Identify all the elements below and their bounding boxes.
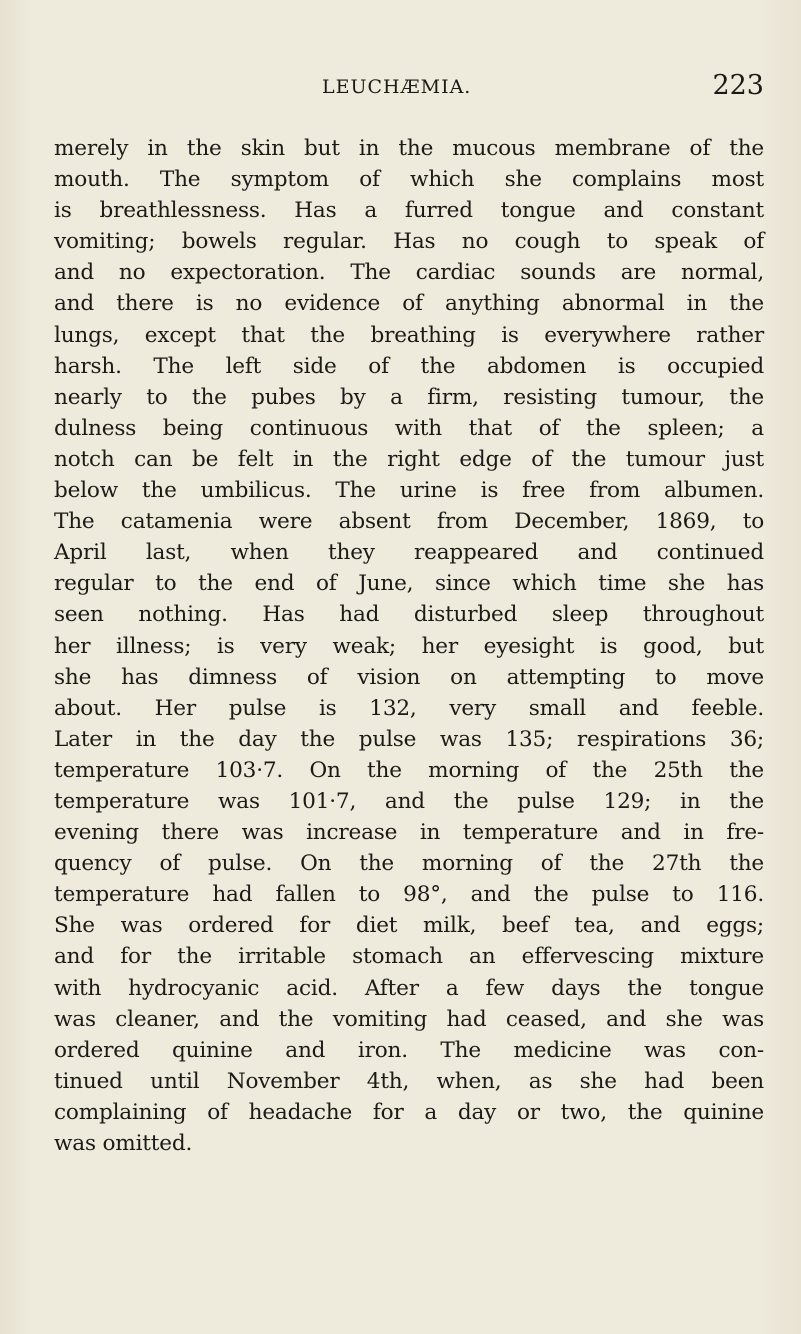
text-line: she has dimness of vision on attempting to move xyxy=(54,664,764,690)
text-line: dulness being continuous with that of the spleen; a xyxy=(54,415,764,441)
text-line: The catamenia were absent from December, 1869, to xyxy=(54,509,764,535)
text-line: complaining of headache for a day or two, the quinine xyxy=(54,1099,764,1125)
text-line: ordered quinine and iron. The medicine was con- xyxy=(54,1037,764,1063)
text-line: merely in the skin but in the mucous membrane of the xyxy=(54,136,764,161)
text-line: vomiting; bowels regular. Has no cough to speak of xyxy=(54,229,764,255)
text-line: tinued until November 4th, when, as she had been xyxy=(54,1068,764,1094)
text-line: quency of pulse. On the morning of the 27th the xyxy=(54,851,764,877)
text-line: and for the irritable stomach an effervescing mixture xyxy=(54,944,764,970)
text-line: nearly to the pubes by a firm, resisting tumour, the xyxy=(54,384,764,410)
text-line: notch can be felt in the right edge of the tumour just xyxy=(54,446,764,472)
text-line: April last, when they reappeared and continued xyxy=(54,540,764,566)
text-line: and there is no evidence of anything abnormal in the xyxy=(54,291,764,317)
text-line: mouth. The symptom of which she complains most xyxy=(54,167,764,193)
text-line: Later in the day the pulse was 135; respirations 36; xyxy=(54,726,764,752)
text-line: She was ordered for diet milk, beef tea, and eggs; xyxy=(54,913,764,939)
text-line: harsh. The left side of the abdomen is occupied xyxy=(54,353,764,379)
text-line: temperature 103·7. On the morning of the 25th the xyxy=(54,757,764,783)
text-line: evening there was increase in temperature and in fre- xyxy=(54,820,764,846)
text-line: seen nothing. Has had disturbed sleep throughout xyxy=(54,602,764,628)
running-title: LEUCHÆMIA. xyxy=(322,76,472,98)
page-number: 223 xyxy=(712,70,764,101)
text-line: below the umbilicus. The urine is free from albumen. xyxy=(54,478,764,504)
text-line: was omitted. xyxy=(54,1131,193,1156)
text-line: is breathlessness. Has a furred tongue and constant xyxy=(54,198,764,224)
text-line: temperature was 101·7, and the pulse 129; in the xyxy=(54,788,764,814)
text-line: temperature had fallen to 98°, and the pulse to 116. xyxy=(54,882,764,908)
text-line: her illness; is very weak; her eyesight is good, but xyxy=(54,633,764,659)
text-line: with hydrocyanic acid. After a few days the tongue xyxy=(54,975,764,1001)
running-head xyxy=(54,72,764,112)
body-text xyxy=(54,133,764,1159)
text-line: about. Her pulse is 132, very small and feeble. xyxy=(54,695,764,721)
text-line: was cleaner, and the vomiting had ceased, and she was xyxy=(54,1006,764,1032)
text-line: lungs, except that the breathing is everywhere rather xyxy=(54,322,764,348)
text-line: and no expectoration. The cardiac sounds are normal, xyxy=(54,260,764,286)
text-line: regular to the end of June, since which time she has xyxy=(54,571,764,597)
